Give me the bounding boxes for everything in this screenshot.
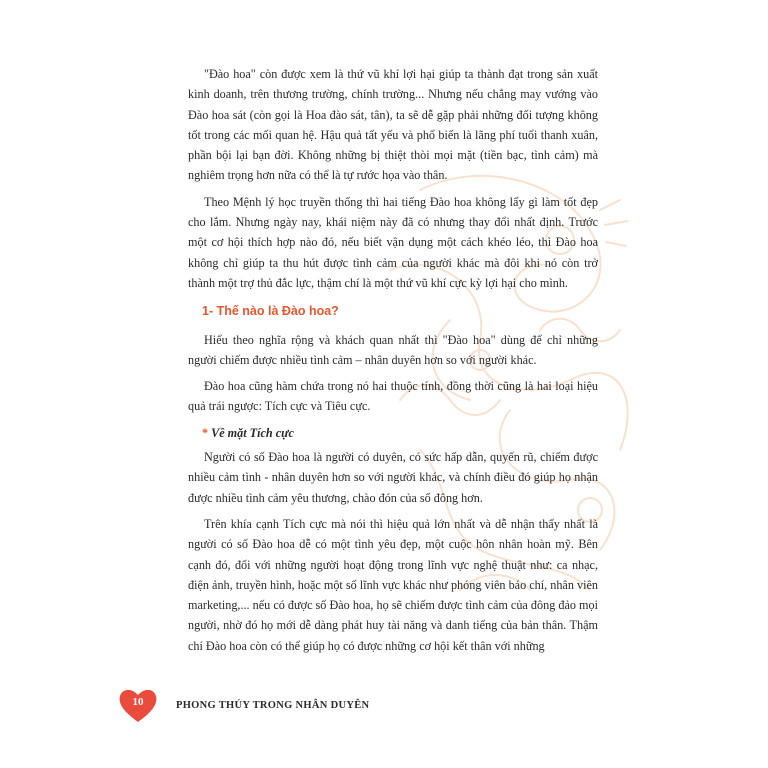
paragraph: Theo Mệnh lý học truyền thống thì hai tiếng Đào hoa không lấy gì làm tốt đẹp cho lắm. Nhưng ngày nay, khái niệm này đã có nhưng thay đổi nhất định. Trước một cơ hội thích hợp nào đó, nếu biết vận dụng một cách khéo léo, thì Đào hoa không chỉ giúp ta thu hút được tình cảm của người khác mà đôi khi nó còn trở thành một trợ thủ đắc lực, thậm chí là một thứ vũ khí cực kỳ lợi hại cho mình. <box>188 194 598 290</box>
paragraph: Người có số Đào hoa là người có duyên, có sức hấp dẫn, quyến rũ, chiếm được nhiều cảm tình - nhân duyên hơn so với người khác, và chính điều đó giúp họ nhận được nhiều tình cảm yêu thương, chào đón của số đông hơn. <box>188 450 598 505</box>
page-number: 10 <box>132 696 144 708</box>
subheading-text: Về mặt Tích cực <box>211 425 294 440</box>
book-page-text <box>188 64 598 656</box>
asterisk-icon: * <box>202 425 209 440</box>
section-heading: 1- Thế nào là Đào hoa? <box>202 304 339 319</box>
paragraph: Hiểu theo nghĩa rộng và khách quan nhất thì "Đào hoa" dùng để chỉ những người chiếm được nhiều tình cảm – nhân duyên hơn so với người khác. <box>188 332 598 367</box>
running-head: PHONG THỦY TRONG NHÂN DUYÊN <box>176 699 370 711</box>
page-number-badge <box>118 686 158 724</box>
page-footer <box>118 685 369 725</box>
paragraph: Trên khía cạnh Tích cực mà nói thì hiệu quả lớn nhất và dễ nhận thấy nhất là người có số Đào hoa dễ có một tình yêu đẹp, một cuộc hôn nhân hoàn mỹ. Bên cạnh đó, đối với những người hoạt động trong lĩnh vực nghệ thuật như: ca nhạc, điện ảnh, truyền hình, hoặc một số lĩnh vực khác như phóng viên báo chí, nhân viên marketing,... nếu có được số Đào hoa, họ sẽ chiếm được tình cảm của đông đảo mọi người, nhờ đó họ mới dễ dàng phát huy tài năng và danh tiếng của bản thân. Thậm chí Đào hoa còn có thể giúp họ có được những cơ hội kết thân với những <box>188 516 598 653</box>
paragraph: "Đào hoa" còn được xem là thứ vũ khí lợi hại giúp ta thành đạt trong sản xuất kinh doanh, trên thương trường, chính trường... Nhưng nếu chẳng may vướng vào Đào hoa sát (còn gọi là Hoa đào sát, tân), ta sẽ dễ gặp phải những đối tượng không tốt trong các mối quan hệ. Hậu quả tất yếu và phổ biến là lãng phí tuổi thanh xuân, phần bội lại bạn đời. Không những bị thiệt thòi mọi mặt (tiền bạc, tình cảm) mà nghiêm trọng hơn nữa có thể là tự rước họa vào thân. <box>188 67 598 183</box>
subheading <box>202 423 598 443</box>
paragraph: Đào hoa cũng hàm chứa trong nó hai thuộc tính, đồng thời cũng là hai loại hiệu quả trái ngược: Tích cực và Tiêu cực. <box>188 379 598 414</box>
